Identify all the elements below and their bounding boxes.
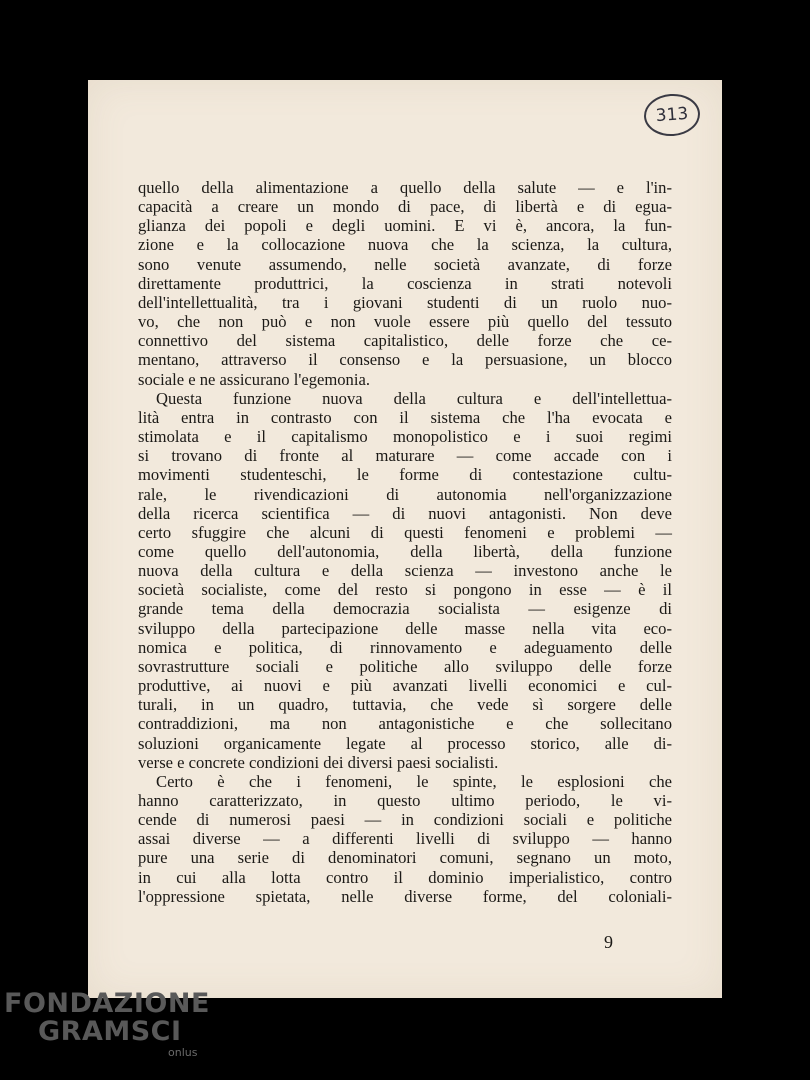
watermark-line2: GRAMSCI bbox=[38, 1016, 182, 1047]
text-line: Certo è che i fenomeni, le spinte, le esplosioni che bbox=[156, 771, 672, 791]
text-line: della ricerca scientifica — di nuovi antagonisti. Non deve bbox=[138, 503, 672, 523]
text-line: sociale e ne assicurano l'egemonia. bbox=[138, 369, 370, 389]
text-line: stimolata e il capitalismo monopolistico e i suoi regimi bbox=[138, 427, 672, 447]
page-number: 9 bbox=[604, 932, 613, 952]
archive-number: 313 bbox=[655, 103, 689, 127]
text-line: in cui alla lotta contro il dominio imperialistico, contro bbox=[138, 867, 672, 887]
archive-number-stamp bbox=[643, 92, 702, 138]
text-line: nuova della cultura e della scienza — investono anche le bbox=[138, 561, 672, 581]
body-text bbox=[138, 178, 672, 906]
document-page bbox=[88, 80, 722, 998]
text-line: glianza dei popoli e degli uomini. E vi è, ancora, la fun- bbox=[138, 216, 672, 236]
text-line: soluzioni organicamente legate al processo storico, alle di- bbox=[138, 733, 672, 753]
text-line: sviluppo della partecipazione delle masse nella vita eco- bbox=[138, 618, 672, 638]
text-line: grande tema della democrazia socialista — esigenze di bbox=[138, 599, 672, 619]
text-line: direttamente produttrici, la coscienza in strati notevoli bbox=[138, 273, 672, 293]
watermark-line3: onlus bbox=[168, 1046, 198, 1059]
paragraph bbox=[138, 772, 672, 906]
text-line: l'oppressione spietata, nelle diverse forme, del coloniali- bbox=[138, 886, 672, 906]
text-line: assai diverse — a differenti livelli di sviluppo — hanno bbox=[138, 829, 672, 849]
text-line: capacità a creare un mondo di pace, di libertà e di egua- bbox=[138, 197, 672, 217]
text-line: movimenti studenteschi, le forme di contestazione cultu- bbox=[138, 465, 672, 485]
text-line: lità entra in contrasto con il sistema che l'ha evocata e bbox=[138, 407, 672, 427]
text-line: quello della alimentazione a quello della salute — e l'in- bbox=[138, 178, 672, 197]
text-line: sovrastrutture sociali e politiche allo sviluppo delle forze bbox=[138, 656, 672, 676]
text-line: Questa funzione nuova della cultura e dell'intellettua- bbox=[156, 388, 672, 408]
text-line: verse e concrete condizioni dei diversi paesi socialisti. bbox=[138, 752, 499, 772]
text-line: certo sfuggire che alcuni di questi fenomeni e problemi — bbox=[138, 522, 672, 542]
text-line: rale, le rivendicazioni di autonomia nell'organizzazione bbox=[138, 484, 672, 504]
text-line: contraddizioni, ma non antagonistiche e che sollecitano bbox=[138, 714, 672, 734]
text-line: società socialiste, come del resto si pongono in esse — è il bbox=[138, 580, 672, 600]
text-line: cende di numerosi paesi — in condizioni sociali e politiche bbox=[138, 810, 672, 830]
fondazione-gramsci-watermark bbox=[4, 990, 210, 1058]
text-line: dell'intellettualità, tra i giovani studenti di un ruolo nuo- bbox=[138, 292, 672, 312]
text-line: turali, in un quadro, tuttavia, che vede sì sorgere delle bbox=[138, 695, 672, 715]
text-line: vo, che non può e non vuole essere più quello del tessuto bbox=[138, 312, 672, 332]
text-line: come quello dell'autonomia, della libertà, della funzione bbox=[138, 541, 672, 561]
text-line: connettivo del sistema capitalistico, delle forze che ce- bbox=[138, 331, 672, 351]
paragraph bbox=[138, 389, 672, 772]
text-line: produttive, ai nuovi e più avanzati livelli economici e cul- bbox=[138, 676, 672, 696]
text-line: nomica e politica, di rinnovamento e adeguamento delle bbox=[138, 637, 672, 657]
text-line: sono venute assumendo, nelle società avanzate, di forze bbox=[138, 254, 672, 274]
text-line: si trovano di fronte al maturare — come accade con i bbox=[138, 446, 672, 466]
text-line: zione e la collocazione nuova che la scienza, la cultura, bbox=[138, 235, 672, 255]
text-line: hanno caratterizzato, in questo ultimo periodo, le vi- bbox=[138, 791, 672, 810]
paragraph bbox=[138, 178, 672, 389]
watermark-line1: FONDAZIONE bbox=[4, 988, 210, 1019]
text-line: pure una serie di denominatori comuni, segnano un moto, bbox=[138, 848, 672, 868]
text-line: mentano, attraverso il consenso e la persuasione, un blocco bbox=[138, 350, 672, 370]
